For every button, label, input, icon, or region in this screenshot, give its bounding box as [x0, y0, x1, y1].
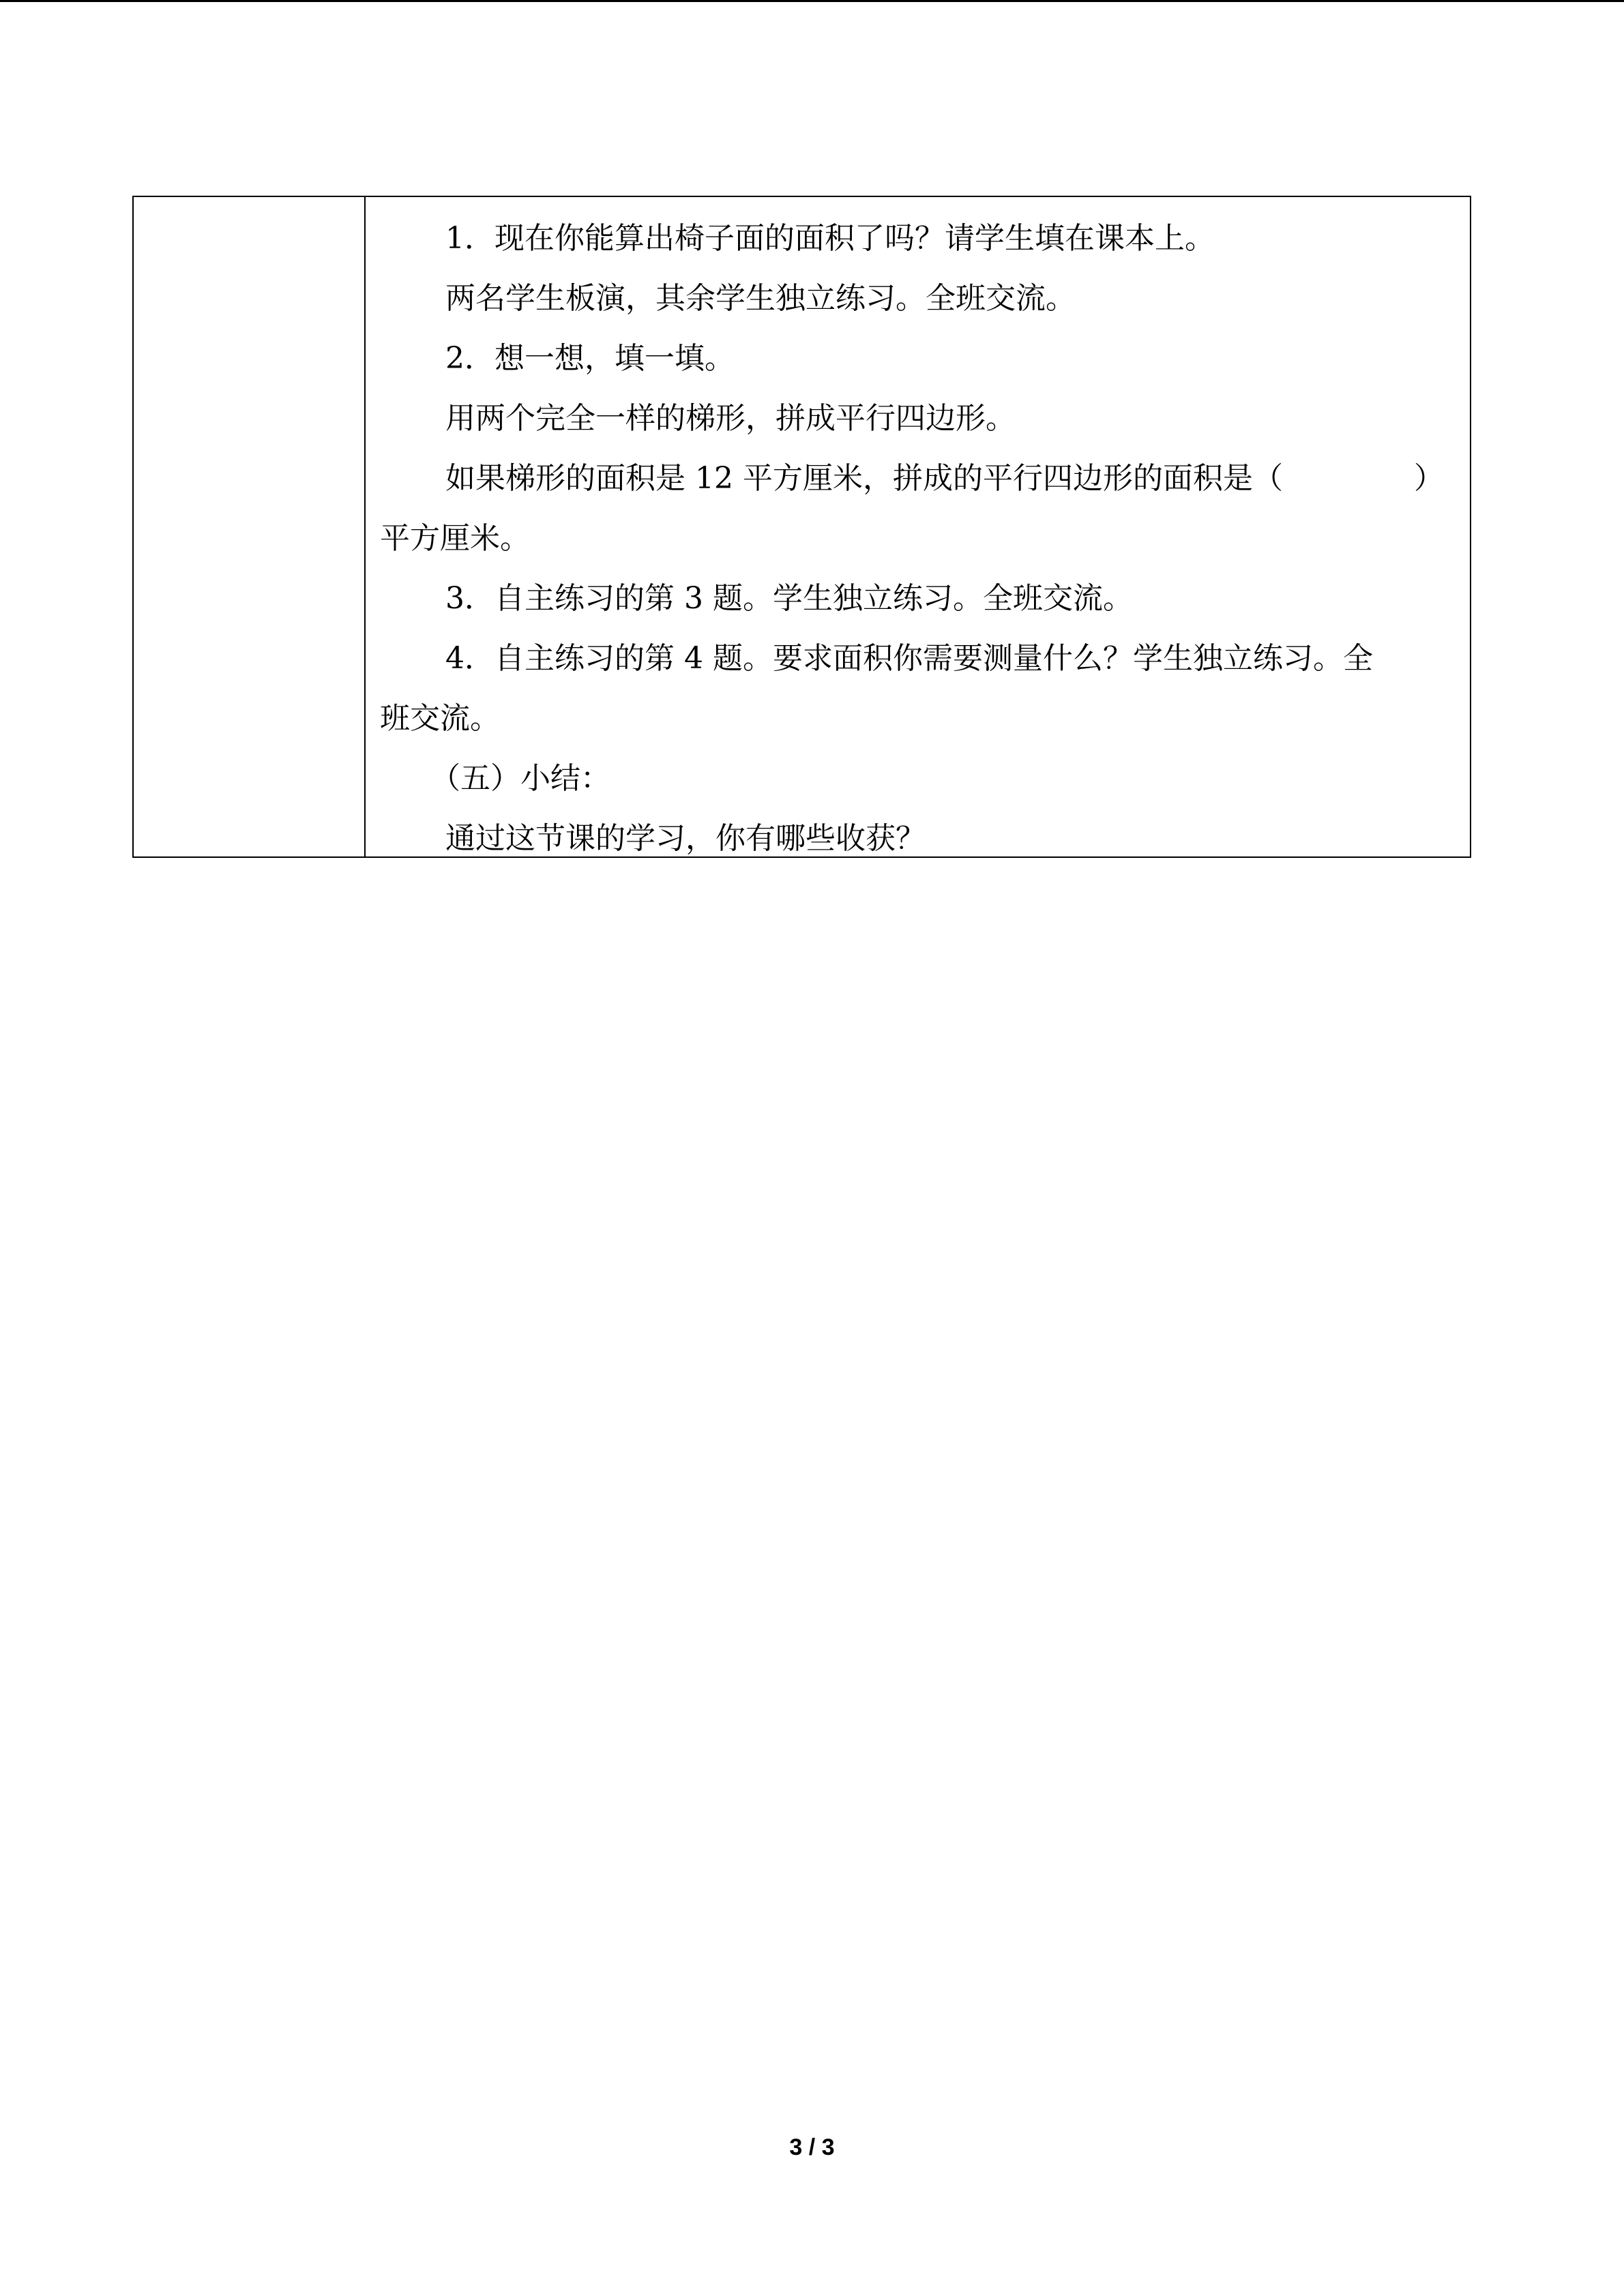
page-number: 3 / 3: [789, 2134, 835, 2160]
text-line-exercise-3: 3．自主练习的第 3 题。学生独立练习。全班交流。: [445, 581, 1133, 616]
text-line-exercise-4-cont: 班交流。: [380, 701, 500, 736]
table-content-cell: [366, 197, 1470, 856]
text-line-exercise-2: 2．想一想，填一填。: [445, 341, 735, 376]
area-question-text: 如果梯形的面积是 12 平方厘米，拼成的平行四边形的面积是（: [445, 461, 1283, 496]
text-line-exercise-1: 1．现在你能算出椅子面的面积了吗？请学生填在课本上。: [445, 221, 1215, 256]
text-line-board-demo: 两名学生板演，其余学生独立练习。全班交流。: [445, 281, 1076, 316]
table-left-cell: [134, 197, 366, 856]
text-line-summary-heading: （五）小结：: [430, 761, 610, 796]
text-line-trapezoid: 用两个完全一样的梯形，拼成平行四边形。: [445, 401, 1016, 436]
area-question-close-paren: ）: [1414, 461, 1444, 496]
text-line-area-question: [380, 449, 1444, 509]
text-line-summary-question: 通过这节课的学习，你有哪些收获？: [445, 821, 926, 856]
page-top-rule: [0, 0, 1624, 2]
text-line-area-unit: 平方厘米。: [380, 521, 530, 556]
lesson-table: [132, 196, 1471, 858]
text-line-exercise-4: 4．自主练习的第 4 题。要求面积你需要测量什么？学生独立练习。全: [445, 641, 1373, 676]
